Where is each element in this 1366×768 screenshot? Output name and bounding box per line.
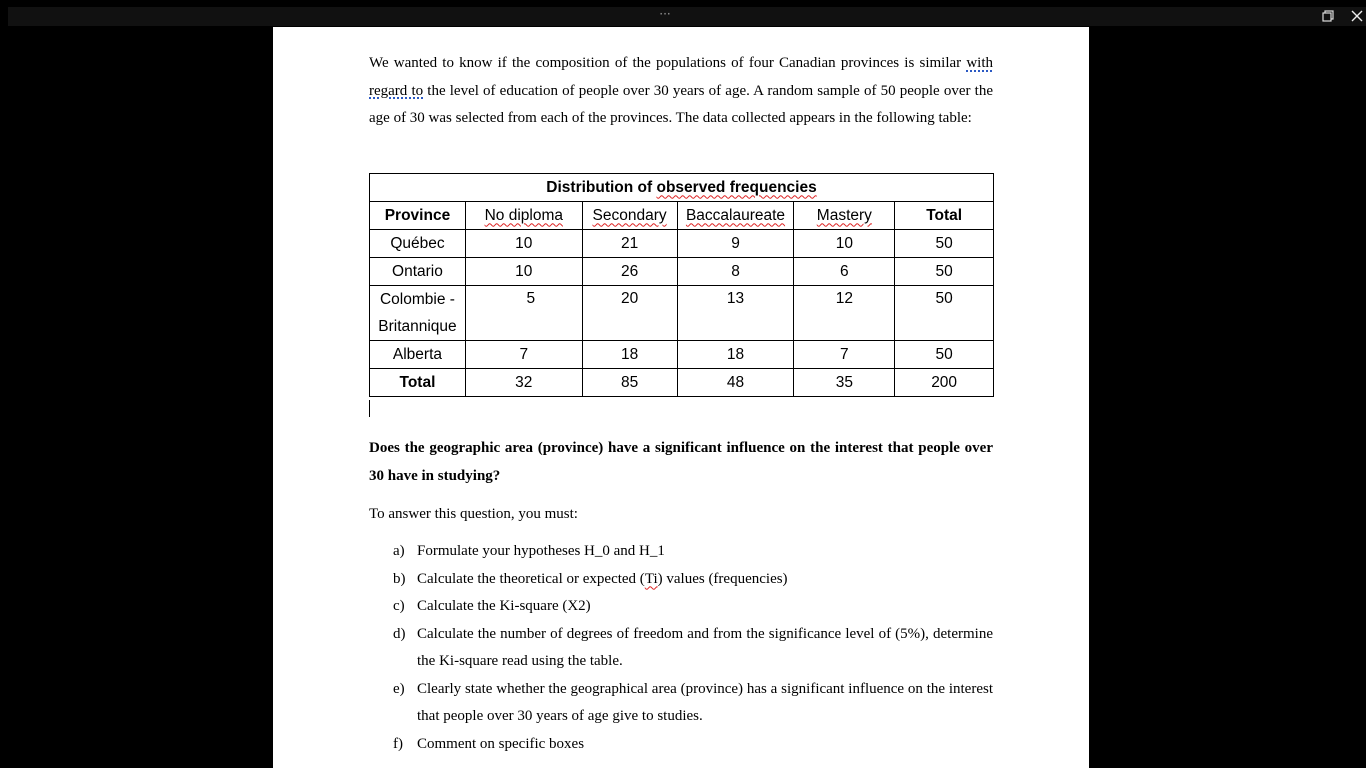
list-item: c) Calculate the Ki-square (X2) bbox=[369, 593, 993, 621]
table-cell: 12 bbox=[794, 286, 895, 341]
table-cell: Total bbox=[370, 369, 466, 397]
header-cell: Baccalaureate bbox=[677, 202, 794, 230]
header-cell: No diploma bbox=[465, 202, 582, 230]
task-list bbox=[369, 538, 993, 758]
table-total-row bbox=[370, 369, 994, 397]
table-cell: 6 bbox=[794, 258, 895, 286]
table-cell: 200 bbox=[895, 369, 994, 397]
table-cell: 9 bbox=[677, 230, 794, 258]
table-header-row bbox=[370, 202, 994, 230]
table-caption: Distribution of observed frequencies bbox=[370, 174, 994, 202]
table-cell: 20 bbox=[582, 286, 677, 341]
table-cell: 50 bbox=[895, 286, 994, 341]
table-cell: Québec bbox=[370, 230, 466, 258]
header-cell: Mastery bbox=[794, 202, 895, 230]
question-paragraph: Does the geographic area (province) have a significant influence on the interest that people over 30 have in studying? bbox=[369, 440, 993, 484]
table-row bbox=[370, 230, 994, 258]
list-marker: b) bbox=[393, 570, 406, 587]
window-titlebar bbox=[8, 7, 1366, 26]
table-cell: Alberta bbox=[370, 341, 466, 369]
restore-icon[interactable] bbox=[1322, 10, 1334, 22]
header-cell: Total bbox=[895, 202, 994, 230]
table-cell: 10 bbox=[465, 258, 582, 286]
table-cell: 10 bbox=[465, 230, 582, 258]
table-cell: 8 bbox=[677, 258, 794, 286]
table-cell: 10 bbox=[794, 230, 895, 258]
table-cell: Ontario bbox=[370, 258, 466, 286]
list-item: f) Comment on specific boxes bbox=[369, 731, 993, 759]
table-cell: Colombie - Britannique bbox=[370, 286, 466, 341]
table-cell: 18 bbox=[582, 341, 677, 369]
table-caption-row bbox=[370, 174, 994, 202]
list-marker: a) bbox=[393, 543, 405, 559]
intro-paragraph: We wanted to know if the composition of the populations of four Canadian provinces is similar with regard to the level of education of people over 30 years of age. A random sample of 50 people over the age of 30 was selected from each of the provinces. The data collected appears in the following table: bbox=[369, 55, 993, 126]
list-item: b) Calculate the theoretical or expected (Ti) values (frequencies) bbox=[369, 566, 993, 594]
table-cell: 50 bbox=[895, 230, 994, 258]
header-cell: Province bbox=[370, 202, 466, 230]
document-page[interactable] bbox=[273, 27, 1089, 768]
table-cell: 5 bbox=[465, 286, 582, 341]
table-cell: 50 bbox=[895, 341, 994, 369]
header-cell: Secondary bbox=[582, 202, 677, 230]
table-cell: 7 bbox=[465, 341, 582, 369]
list-item: e) Clearly state whether the geographical area (province) has a significant influence on the interest that people over 30 years of age give to studies. bbox=[369, 676, 993, 731]
list-marker: e) bbox=[393, 680, 405, 697]
list-item: d) Calculate the number of degrees of freedom and from the significance level of (5%), determine the Ki-square read using the table. bbox=[369, 621, 993, 676]
table-cell: 50 bbox=[895, 258, 994, 286]
menu-dots-icon[interactable]: ··· bbox=[659, 7, 671, 21]
table-cell: 85 bbox=[582, 369, 677, 397]
table-cell: 26 bbox=[582, 258, 677, 286]
list-marker: f) bbox=[393, 735, 403, 752]
text-cursor bbox=[369, 400, 370, 417]
table-cell: 7 bbox=[794, 341, 895, 369]
table-cell: 35 bbox=[794, 369, 895, 397]
table-row bbox=[370, 341, 994, 369]
list-item: a) Formulate your hypotheses H_0 and H_1 bbox=[369, 538, 993, 566]
close-icon[interactable] bbox=[1350, 9, 1364, 23]
frequency-table bbox=[369, 173, 994, 397]
table-cell: 13 bbox=[677, 286, 794, 341]
instructions-intro: To answer this question, you must: bbox=[369, 506, 578, 522]
table-cell: 32 bbox=[465, 369, 582, 397]
list-marker: c) bbox=[393, 598, 405, 614]
table-row bbox=[370, 258, 994, 286]
table-row bbox=[370, 286, 994, 341]
list-marker: d) bbox=[393, 625, 406, 642]
table-cell: 18 bbox=[677, 341, 794, 369]
table-cell: 21 bbox=[582, 230, 677, 258]
table-cell: 48 bbox=[677, 369, 794, 397]
